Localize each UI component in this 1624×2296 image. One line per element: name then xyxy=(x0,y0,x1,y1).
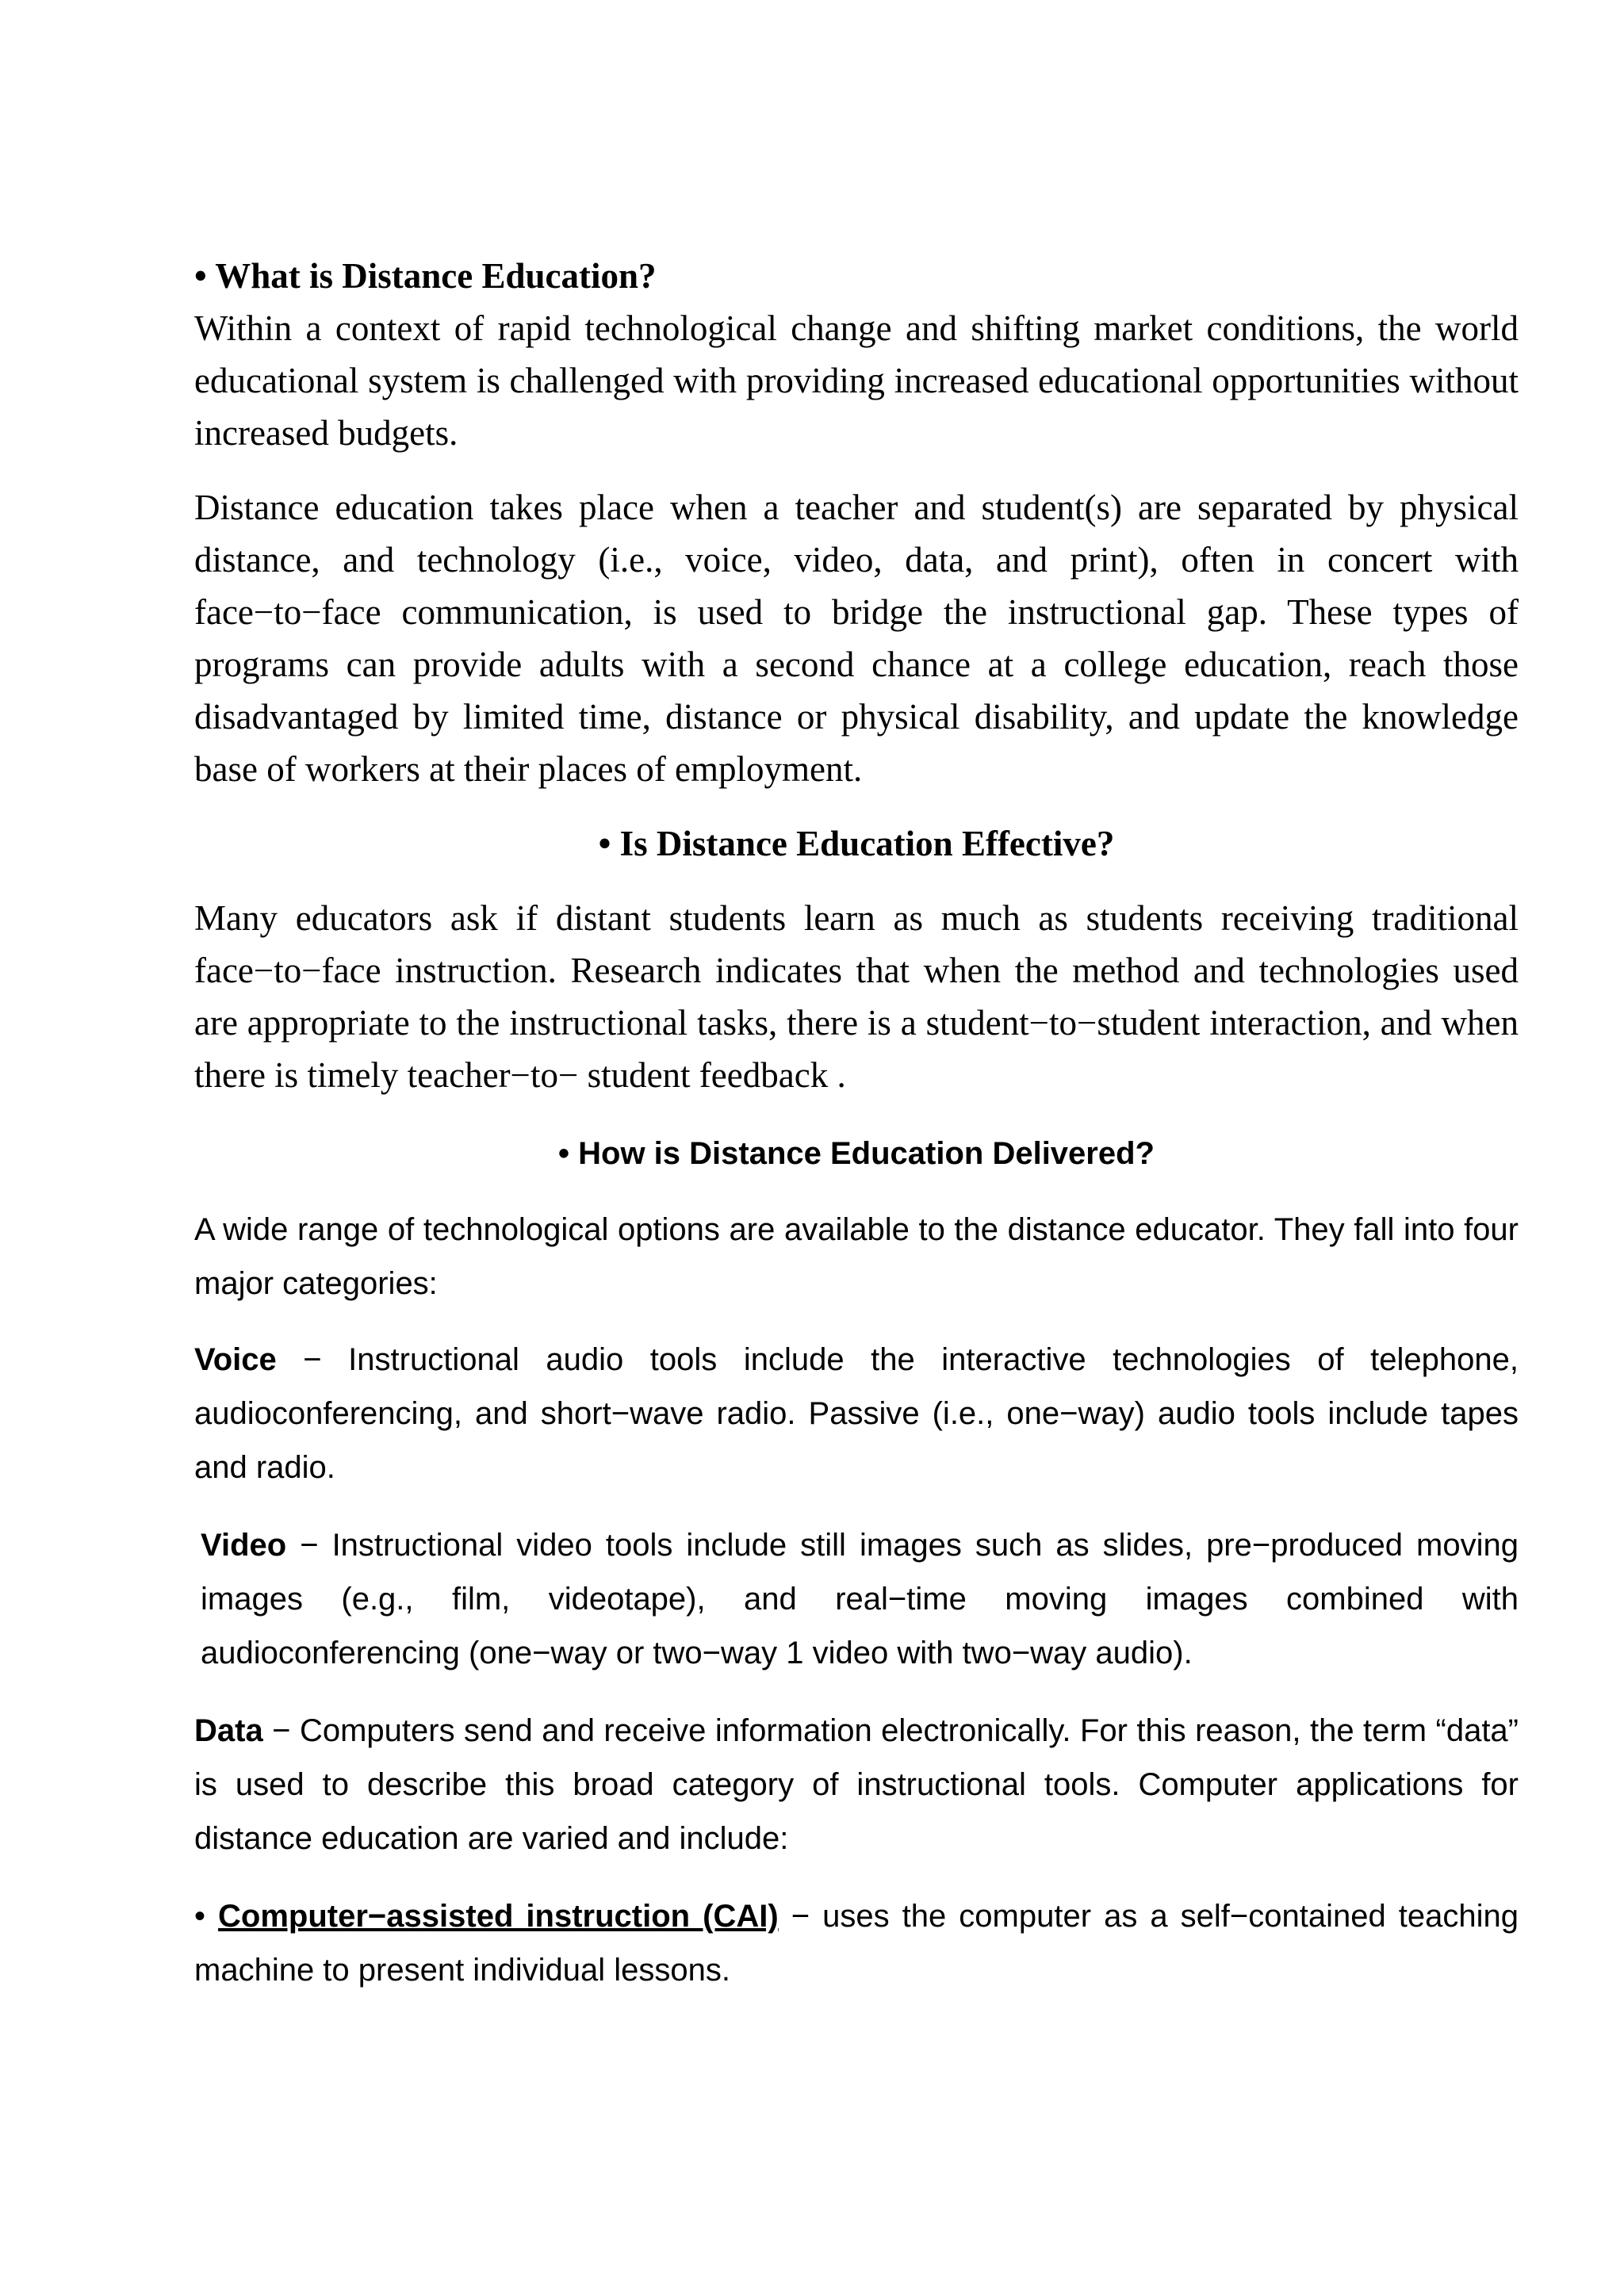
bullet: • xyxy=(194,1899,219,1934)
paragraph-definition: Distance education takes place when a teacher and student(s) are separated by physical distance, and technology (i.e., voice, video, data, and print), often in concert with face−to−face communication, is used to bridge the instructional gap. These types of programs can provide adults with a second chance at a college education, reach those disadvantaged by limited time, distance or physical disability, and update the knowledge base of workers at their places of employment. xyxy=(194,488,1519,789)
list-item-cai xyxy=(194,1889,1519,1997)
section-heading-what-is: • What is Distance Education? xyxy=(194,256,657,296)
paragraph-video xyxy=(194,1518,1519,1680)
paragraph-context: Within a context of rapid technological change and shifting market conditions, the world educational system is challenged with providing increased educational opportunities without increased budgets. xyxy=(194,308,1519,453)
term-cai: Computer−assisted instruction (CAI) xyxy=(218,1899,779,1934)
term-data: Data xyxy=(194,1713,263,1748)
section-heading-delivered: • How is Distance Education Delivered? xyxy=(558,1136,1155,1171)
cai-description: − uses the computer as a self−contained teaching machine to present individual lessons. xyxy=(194,1899,1519,1988)
paragraph-delivery-intro: A wide range of technological options are available to the distance educator. They fall into four major categories: xyxy=(194,1212,1519,1301)
voice-description: − Instructional audio tools include the interactive technologies of telephone, audioconferencing, and short−wave radio. Passive (i.e., one−way) audio tools include tapes and radio. xyxy=(194,1342,1519,1485)
term-video: Video xyxy=(201,1528,287,1563)
data-description: − Computers send and receive information electronically. For this reason, the term “data” is used to describe this broad category of instructional tools. Computer applications for distance education are varied and include: xyxy=(194,1713,1519,1856)
paragraph-effectiveness: Many educators ask if distant students learn as much as students receiving traditional face−to−face instruction. Research indicates that when the method and technologies used are appropriate to the instructional tasks, there is a student−to−student interaction, and when there is timely teacher−to− student feedback . xyxy=(194,898,1519,1095)
section-heading-effective: • Is Distance Education Effective? xyxy=(598,824,1115,863)
paragraph-data xyxy=(194,1704,1519,1866)
video-description: − Instructional video tools include still images such as slides, pre−produced moving images (e.g., film, videotape), and real−time moving images combined with audioconferencing (one−way or two−way 1 video with two−way audio). xyxy=(201,1528,1519,1670)
document-page xyxy=(194,250,1519,1997)
paragraph-voice xyxy=(194,1333,1519,1494)
term-voice: Voice xyxy=(194,1342,277,1377)
